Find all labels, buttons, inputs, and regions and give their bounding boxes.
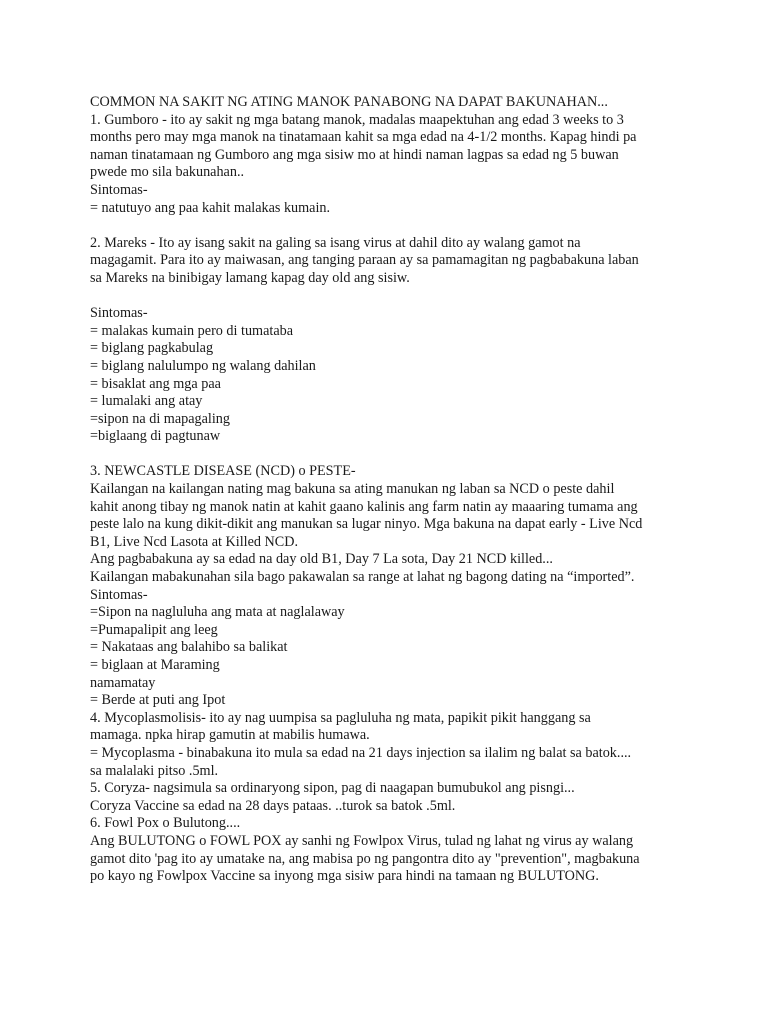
gumboro-text-line: pwede mo sila bakunahan.. [90,164,245,181]
section-newcastle [90,463,730,709]
mycoplasmolisis-text-line: = Mycoplasma - binabakuna ito mula sa edad na 21 days injection sa ilalim ng balat sa batok.... [90,744,632,761]
newcastle-symptom-item: =Pumapalipit ang leeg [90,621,218,638]
mareks-text-line: magagamit. Para ito ay maiwasan, ang tanging paraan ay sa pamamagitan ng pagbabakuna laban [90,252,639,269]
mareks-text-line: sa Mareks na binibigay lamang kapag day old ang sisiw. [90,269,410,286]
newcastle-text-line: Ang pagbabakuna ay sa edad na day old B1, Day 7 La sota, Day 21 NCD killed... [90,551,553,568]
mycoplasmolisis-text-line: mamaga. npka hirap gamutin at mabilis humawa. [90,727,370,744]
mycoplasmolisis-text-line: 4. Mycoplasmolisis- ito ay nag uumpisa sa pagluluha ng mata, papikit pikit hanggang sa [90,709,591,726]
paragraph-spacer [90,217,730,235]
gumboro-symptom-item: = natutuyo ang paa kahit malakas kumain. [90,199,331,216]
newcastle-text-line: Kailangan mabakunahan sila bago pakawalan sa range at lahat ng bagong dating na “imported”. [90,569,635,586]
fowlpox-text-line: gamot dito 'pag ito ay umatake na, ang mabisa po ng pangontra dito ay "prevention", magbakuna [90,850,640,867]
mycoplasmolisis-text-line: sa malalaki pitso .5ml. [90,762,219,779]
section-gumboro [90,112,730,218]
newcastle-symptom-item: = Nakataas ang balahibo sa balikat [90,639,288,656]
newcastle-symptom-item: = Berde at puti ang Ipot [90,692,226,709]
mareks-symptom-item: = biglang nalulumpo ng walang dahilan [90,357,316,374]
newcastle-symptom-item: = biglaan at Maraming [90,657,220,673]
section-fowlpox [90,815,730,885]
document-title: COMMON NA SAKIT NG ATING MANOK PANABONG NA DAPAT BAKUNAHAN... [90,94,608,110]
newcastle-symptom-item: namamatay [90,674,156,691]
paragraph-spacer [90,446,730,464]
fowlpox-text-line: Ang BULUTONG o FOWL POX ay sanhi ng Fowlpox Virus, tulad ng lahat ng virus ay walang [90,832,634,849]
fowlpox-heading: 6. Fowl Pox o Bulutong.... [90,815,241,832]
newcastle-text-line: peste lalo na kung dikit-dikit ang manukan sa lugar ninyo. Mga bakuna na dapat early - Live Ncd [90,516,643,533]
mareks-symptom-item: = biglang pagkabulag [90,340,214,357]
mareks-symptom-item: = lumalaki ang atay [90,393,203,410]
newcastle-text-line: kahit anong tibay ng manok natin at kahit gaano kalinis ang farm natin ay maaaring tumama ang [90,498,638,515]
coryza-text-line: Coryza Vaccine sa edad na 28 days pataas. ..turok sa batok .5ml. [90,797,456,814]
document-body [90,94,730,886]
mareks-symptoms-label: Sintomas- [90,305,148,322]
paragraph-spacer [90,288,730,306]
gumboro-symptoms-label: Sintomas- [90,181,148,198]
gumboro-text-line: 1. Gumboro - ito ay sakit ng mga batang manok, madalas maapektuhan ang edad 3 weeks to 3 [90,111,624,128]
newcastle-symptom-item: =Sipon na nagluluha ang mata at naglalaway [90,604,345,621]
newcastle-symptoms-label: Sintomas- [90,586,148,603]
mareks-symptom-item: = bisaklat ang mga paa [90,375,221,392]
coryza-text-line: 5. Coryza- nagsimula sa ordinaryong sipon, pag di naagapan bumubukol ang pisngi... [90,780,575,797]
mareks-symptom-item: =biglaang di pagtunaw [90,428,221,445]
mareks-text-line: 2. Mareks - Ito ay isang sakit na galing sa isang virus at dahil dito ay walang gamot na [90,234,581,251]
mareks-symptom-item: = malakas kumain pero di tumataba [90,322,294,339]
newcastle-text-line: B1, Live Ncd Lasota at Killed NCD. [90,533,299,550]
newcastle-text-line: Kailangan na kailangan nating mag bakuna sa ating manukan ng laban sa NCD o peste dahil [90,481,615,498]
section-mareks [90,235,730,446]
gumboro-text-line: naman tinatamaan ng Gumboro ang mga sisiw mo at hindi naman lagpas sa edad ng 5 buwan [90,146,619,163]
section-coryza [90,780,730,815]
fowlpox-text-line: po kayo ng Fowlpox Vaccine sa inyong mga sisiw para hindi na tamaan ng BULUTONG. [90,868,599,885]
newcastle-heading: 3. NEWCASTLE DISEASE (NCD) o PESTE- [90,463,356,480]
gumboro-text-line: months pero may mga manok na tinatamaan kahit sa mga edad na 4-1/2 months. Kapag hindi pa [90,129,637,146]
section-mycoplasmolisis [90,710,730,780]
mareks-symptom-item: =sipon na di mapagaling [90,410,230,427]
